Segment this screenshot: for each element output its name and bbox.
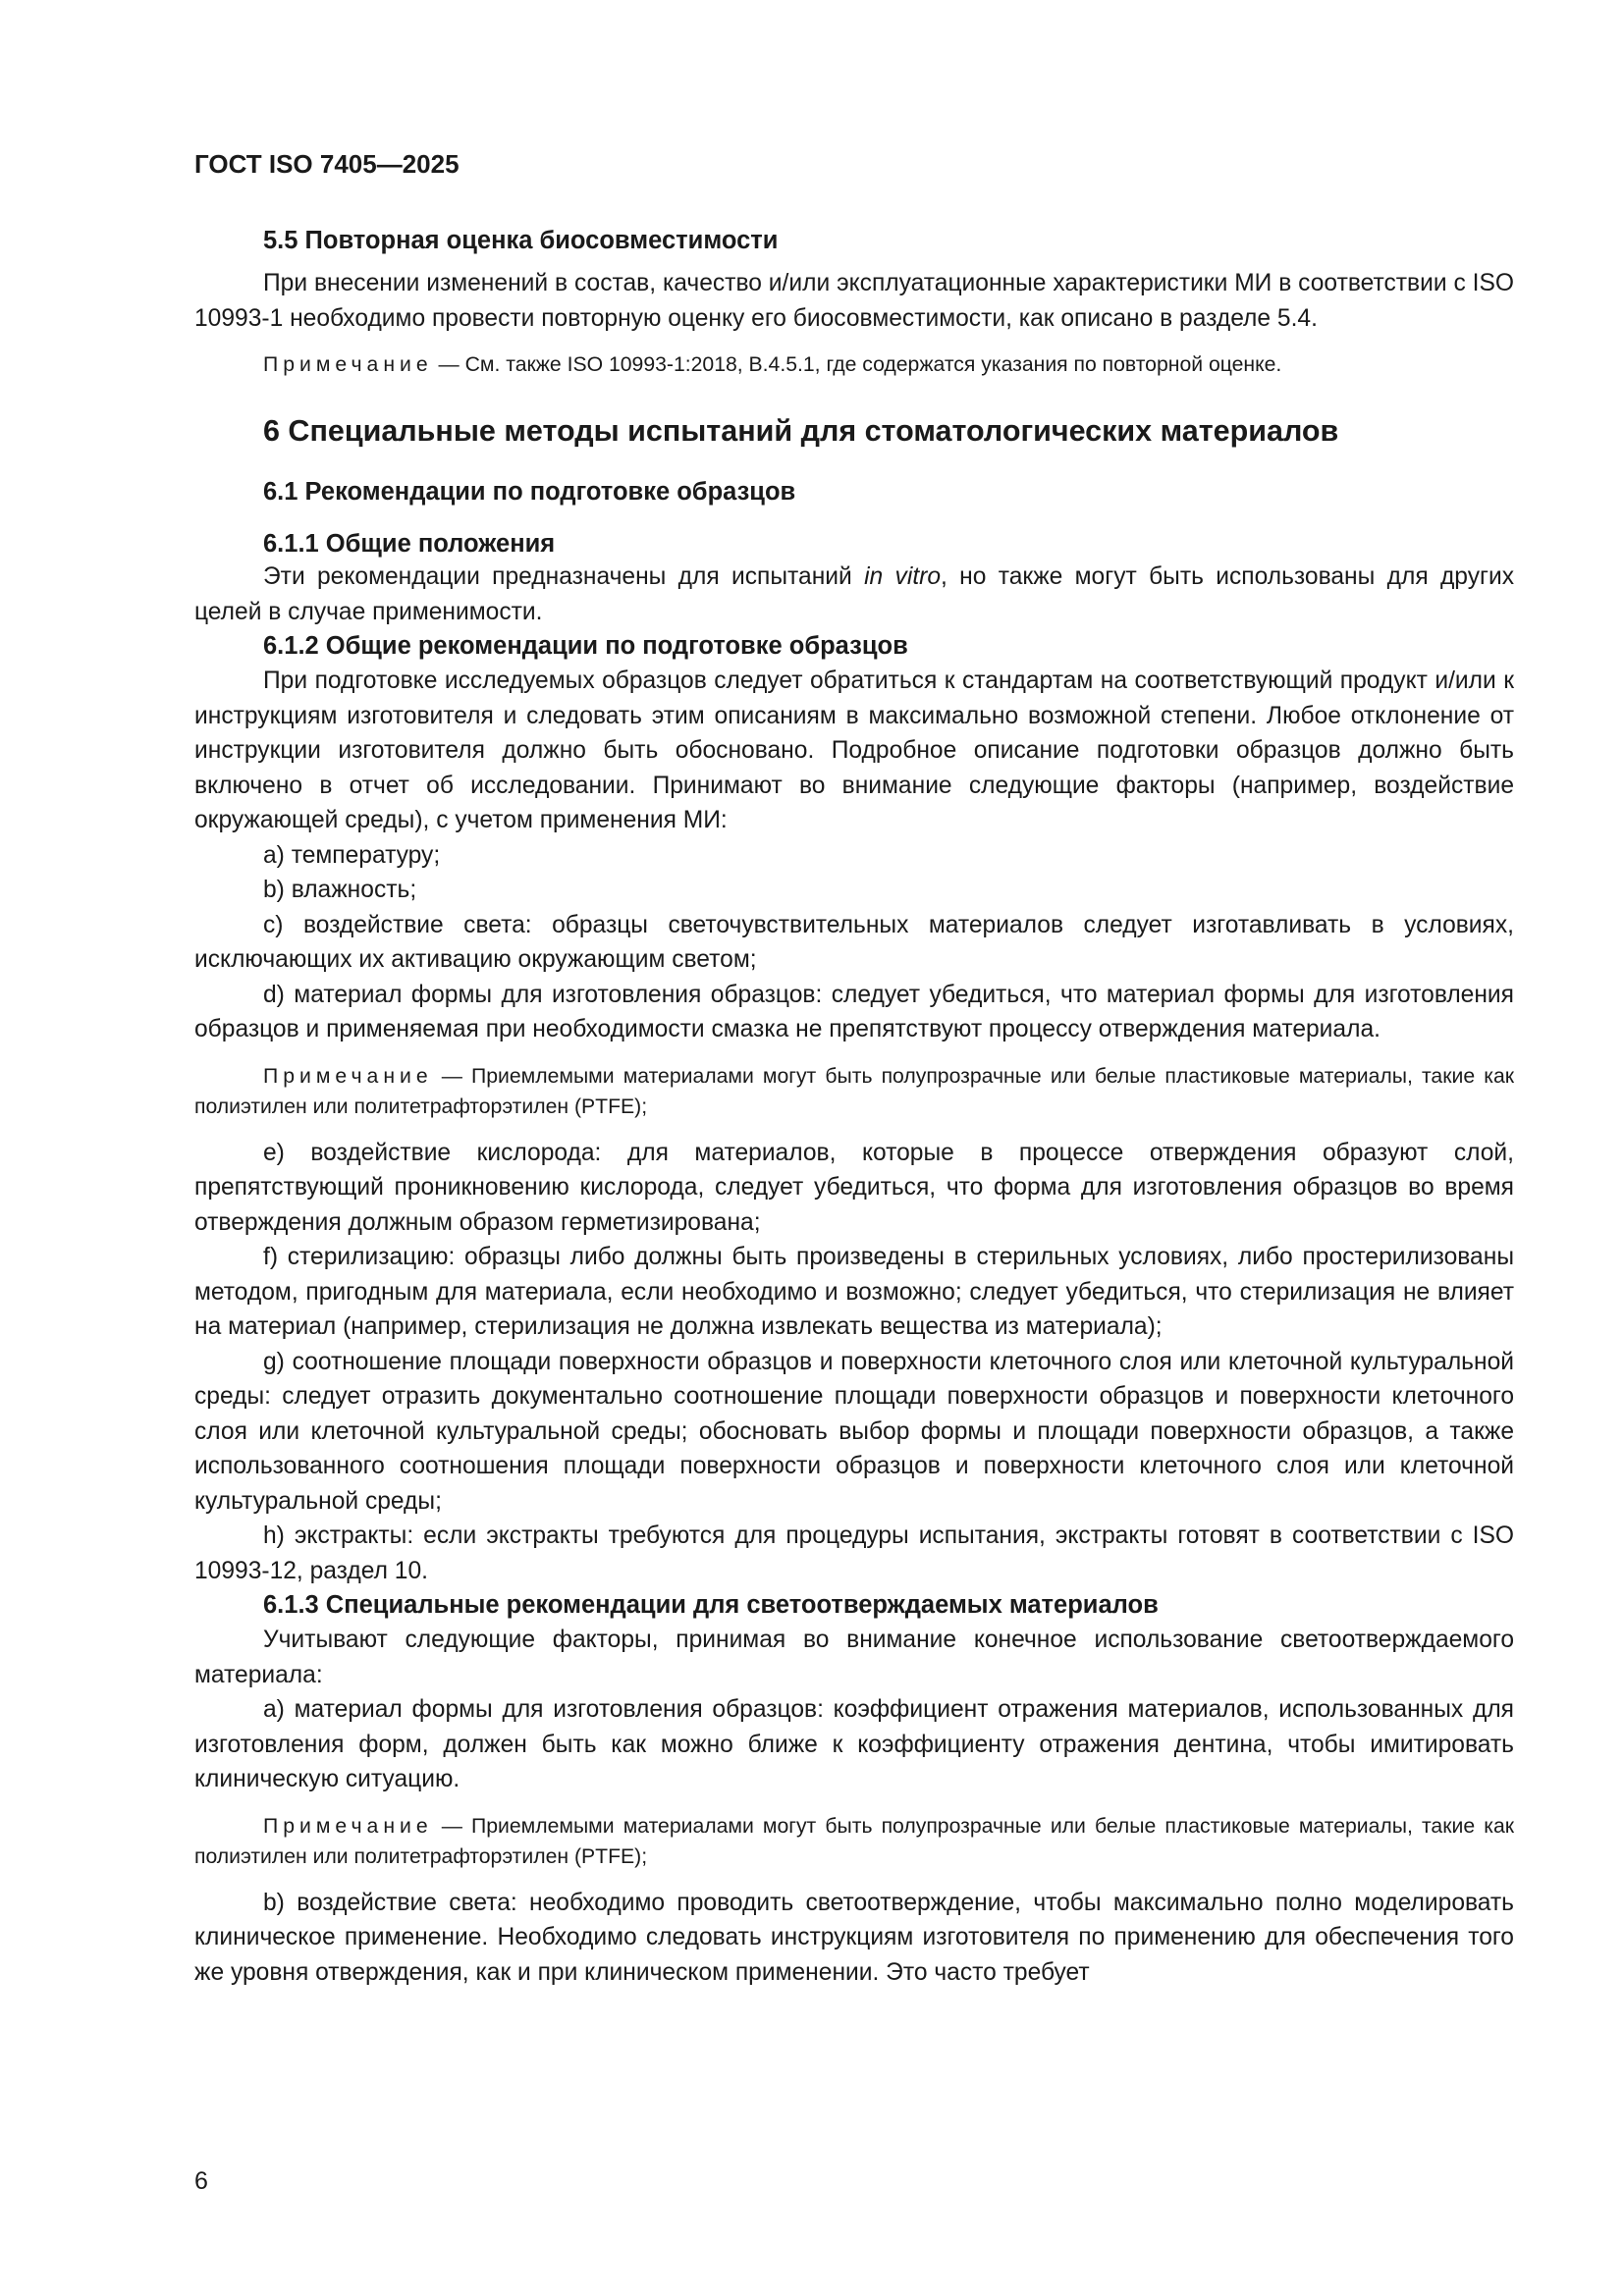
list-item-h: h) экстракты: если экстракты требуются для процедуры испытания, экстракты готовят в соответствии с ISO 10993-12, раздел 10.	[194, 1522, 1514, 1584]
section-6-title: 6 Специальные методы испытаний для стоматологических материалов	[263, 414, 1339, 448]
section-5-5-note	[194, 349, 1514, 380]
section-6-1-2-note	[194, 1061, 1514, 1122]
section-5-5-paragraph: При внесении изменений в состав, качество и/или эксплуатационные характеристики МИ в соответствии с ISO 10993-1 необходимо провести повторную оценку его биосовместимости, как описано в разделе 5.4.	[194, 270, 1514, 332]
paragraph-text: , но также могут быть использованы для других целей в случае применимости.	[194, 563, 1515, 625]
document-id: ГОСТ ISO 7405—2025	[194, 149, 460, 179]
note-label: Примечание	[263, 353, 433, 376]
note-label: Примечание	[263, 1064, 433, 1088]
note-text: — Приемлемыми материалами могут быть полупрозрачные или белые пластиковые материалы, такие как полиэтилен или политетрафторэтилен (PTFE);	[194, 1064, 1514, 1118]
note-text: — См. также ISO 10993-1:2018, В.4.5.1, где содержатся указания по повторной оценке.	[432, 353, 1282, 376]
section-6-1-3-title: 6.1.3 Специальные рекомендации для светоотверждаемых материалов	[263, 1591, 1159, 1619]
section-6-1-2-paragraph: При подготовке исследуемых образцов следует обратиться к стандартам на соответствующий продукт и/или к инструкциям изготовителя и следовать этим описаниям в максимально возможной степени. Любое отклонение от инструкции изготовителя должно быть обосновано. Подробное описание подготовки образцов должно быть включено в отчет об исследовании. Принимают во внимание следующие факторы (например, воздействие окружающей среды), с учетом применения МИ:	[194, 667, 1514, 833]
list-item-a: а) температуру;	[263, 841, 441, 869]
section-6-1-1-title: 6.1.1 Общие положения	[263, 530, 556, 558]
list-item-c: с) воздействие света: образцы светочувствительных материалов следует изготавливать в условиях, исключающих их активацию окружающим светом;	[194, 911, 1514, 973]
section-6-1-3-paragraph: Учитывают следующие факторы, принимая во внимание конечное использование светоотверждаемого материала:	[194, 1627, 1514, 1688]
section-6-1-1-paragraph	[194, 560, 1514, 629]
list-item-a-2: а) материал формы для изготовления образцов: коэффициент отражения материалов, использованных для изготовления форм, должен быть как можно ближе к коэффициенту отражения дентина, чтобы имитировать клиническую ситуацию.	[194, 1696, 1514, 1792]
list-item-e: е) воздействие кислорода: для материалов, которые в процессе отверждения образуют слой, препятствующий проникновению кислорода, следует убедиться, что форма для изготовления образцов во время отверждения должным образом герметизирована;	[194, 1139, 1514, 1236]
section-6-1-3-note	[194, 1811, 1514, 1872]
section-5-5-title: 5.5 Повторная оценка биосовместимости	[263, 227, 779, 254]
list-item-b: b) влажность;	[263, 877, 417, 903]
list-item-f: f) стерилизацию: образцы либо должны быть произведены в стерильных условиях, либо простерилизованы методом, пригодным для материала, если необходимо и возможно; следует убедиться, что стерилизация не влияет на материал (например, стерилизация не должна извлекать вещества из материала);	[194, 1244, 1514, 1340]
list-item-g: g) соотношение площади поверхности образцов и поверхности клеточного слоя или клеточной культуральной среды: следует отразить документально соотношение площади поверхности образцов и поверхности клеточного слоя или клеточной культуральной среды; обосновать выбор формы и площади поверхности образцов, а также использованного соотношения площади поверхности образцов и поверхности клеточного слоя или клеточной культуральной среды;	[194, 1348, 1514, 1515]
note-text: — Приемлемыми материалами могут быть полупрозрачные или белые пластиковые материалы, такие как полиэтилен или политетрафторэтилен (PTFE);	[194, 1814, 1514, 1868]
section-6-1-2-title: 6.1.2 Общие рекомендации по подготовке образцов	[263, 632, 908, 660]
page-number: 6	[194, 2167, 208, 2195]
italic-term: in vitro	[864, 563, 942, 590]
page-content	[194, 224, 1514, 1990]
list-item-b-2: b) воздействие света: необходимо проводить светоотверждение, чтобы максимально полно моделировать клиническое применение. Необходимо следовать инструкциям изготовителя по применению для обеспечения того же уровня отверждения, как и при клиническом применении. Это часто требует	[194, 1889, 1514, 1986]
note-label: Примечание	[263, 1814, 433, 1838]
section-6-1-title: 6.1 Рекомендации по подготовке образцов	[263, 478, 796, 506]
paragraph-text: Эти рекомендации предназначены для испытаний	[263, 563, 865, 590]
list-item-d: d) материал формы для изготовления образцов: следует убедиться, что материал формы для изготовления образцов и применяемая при необходимости смазка не препятствуют процессу отверждения материала.	[194, 981, 1514, 1042]
